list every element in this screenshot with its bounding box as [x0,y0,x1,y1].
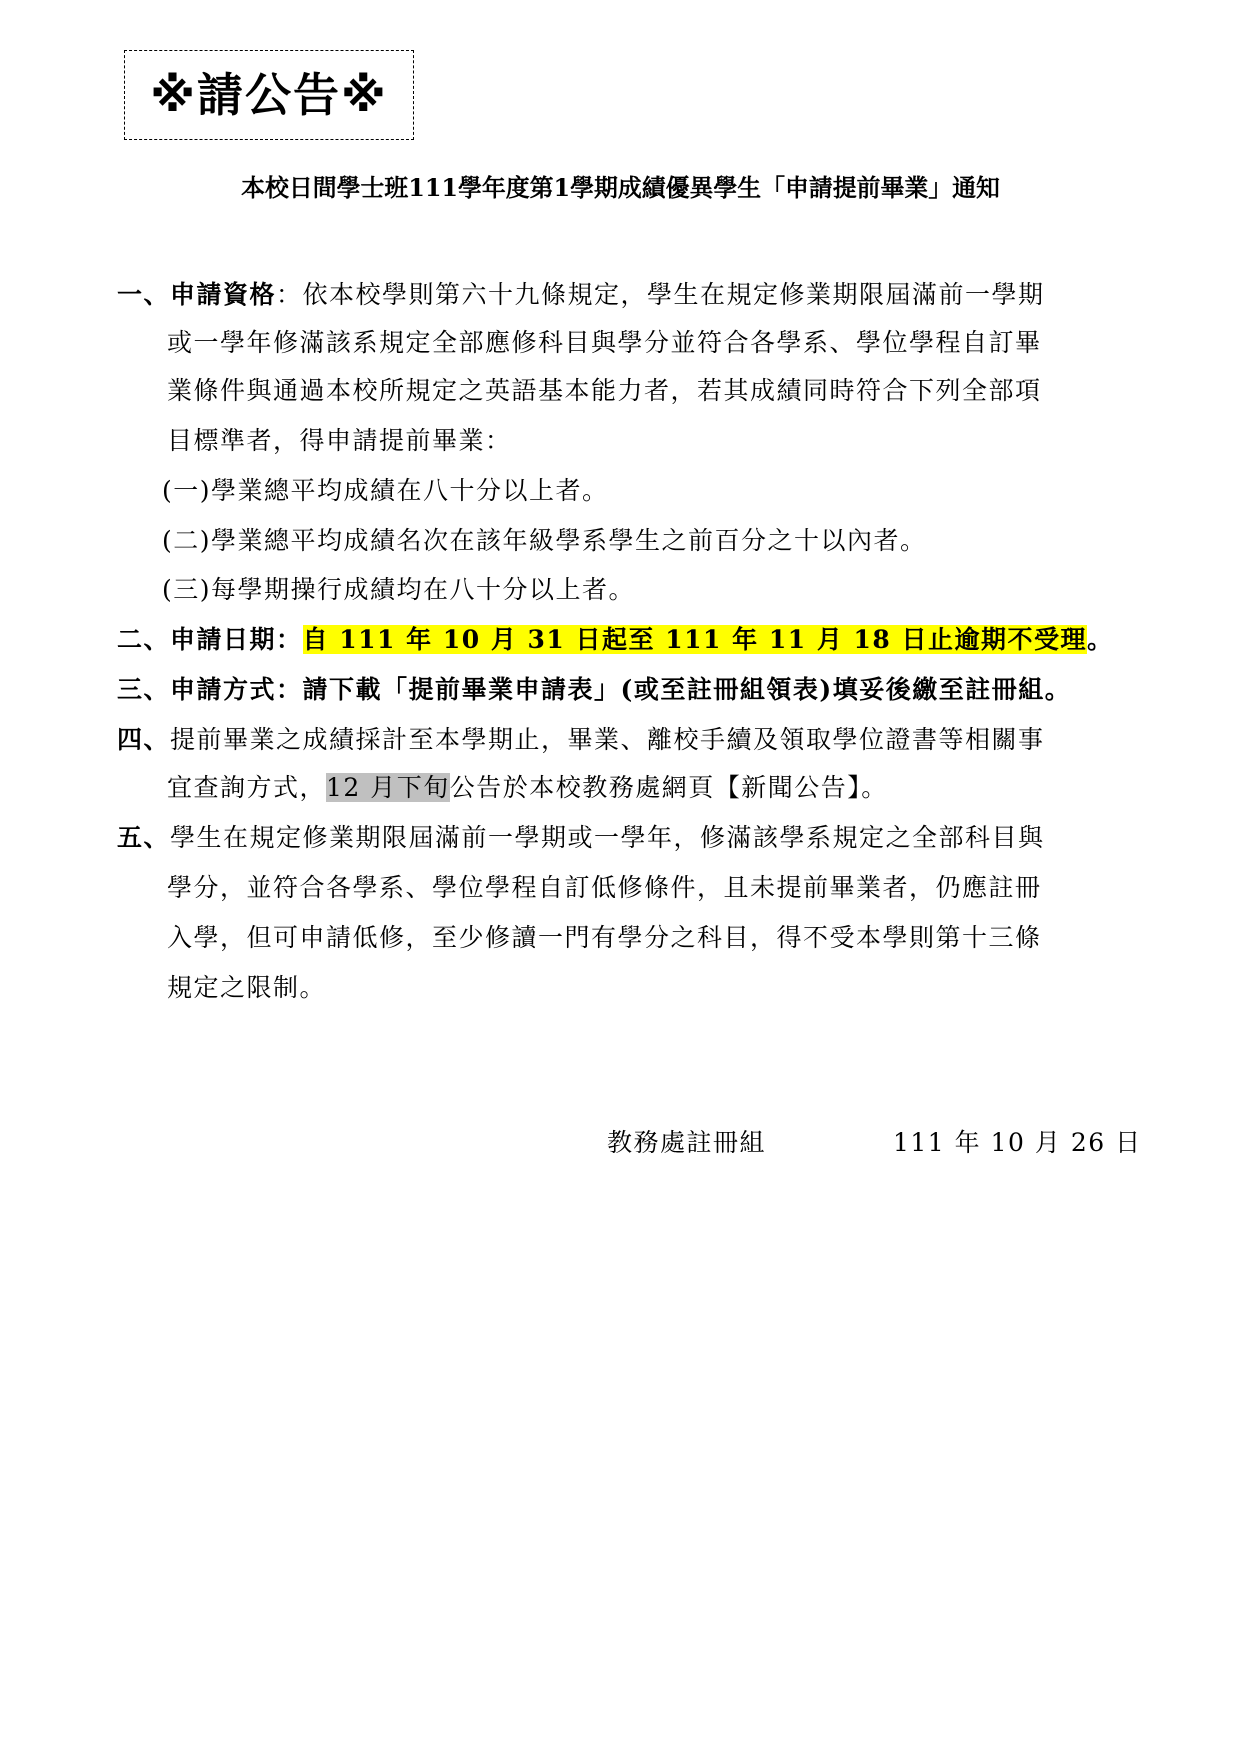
item4-text2-pre: 宜查詢方式， [167,773,327,802]
notice-box [124,50,414,140]
item1-colon: ： [276,280,303,309]
item1-line3: 業條件與通過本校所規定之英語基本能力者，若其成績同時符合下列全部項 [167,376,1042,405]
item3-text: 請下載「提前畢業申請表」(或至註冊組領表)填妥後繳至註冊組。 [302,675,1072,704]
item1-marker: 一、 [117,280,171,309]
item2-heading: 申請日期 [170,625,277,654]
item5-marker: 五、 [117,823,171,852]
page-title: 本校日間學士班111學年度第1學期成績優異學生「申請提前畢業」通知 [241,174,1000,202]
footer-office: 教務處註冊組 [607,1128,767,1157]
item4-line1 [117,720,1045,760]
item1-line1 [117,275,1045,315]
item2-dates: 自 111 年 10 月 31 日起至 111 年 11 月 18 日止逾期不受理 [302,625,1088,654]
item1-line4: 目標準者，得申請提前畢業： [167,426,512,455]
item2-line [117,620,1114,660]
item1-heading: 申請資格 [170,280,277,309]
item5-line2: 學分，並符合各學系、學位學程自訂低修條件，且未提前畢業者，仍應註冊 [167,873,1042,902]
item1-line2: 或一學年修滿該系規定全部應修科目與學分並符合各學系、學位學程自訂畢 [167,328,1042,357]
item3-colon: ： [276,675,303,704]
item2-colon: ： [276,625,303,654]
item3-line [117,670,1071,710]
item3-marker: 三、 [117,675,171,704]
item3-heading: 申請方式 [170,675,277,704]
item1-text1: 依本校學則第六十九條規定，學生在規定修業期限屆滿前一學期 [302,280,1045,309]
item5-line1 [117,818,1045,858]
notice-label: ※請公告※ [150,68,388,122]
footer-date: 111 年 10 月 26 日 [893,1128,1142,1157]
item4-marker: 四、 [117,725,171,754]
item4-line2 [167,768,888,808]
item5-line4: 規定之限制。 [167,973,327,1002]
item1-sub2: (二)學業總平均成績名次在該年級學系學生之前百分之十以內者。 [162,526,927,555]
item1-sub1: (一)學業總平均成績在八十分以上者。 [162,476,609,505]
item5-line3: 入學，但可申請低修，至少修讀一門有學分之科目，得不受本學則第十三條 [167,923,1042,952]
item4-highlight: 12 月下旬 [326,773,450,802]
item4-text2-post: 公告於本校教務處網頁【新聞公告】。 [449,773,888,802]
item4-text1: 提前畢業之成績採計至本學期止，畢業、離校手續及領取學位證書等相關事 [170,725,1045,754]
item1-sub3: (三)每學期操行成績均在八十分以上者。 [162,575,636,604]
item2-end: 。 [1087,625,1114,654]
item2-marker: 二、 [117,625,171,654]
item5-text1: 學生在規定修業期限屆滿前一學期或一學年，修滿該學系規定之全部科目與 [170,823,1045,852]
